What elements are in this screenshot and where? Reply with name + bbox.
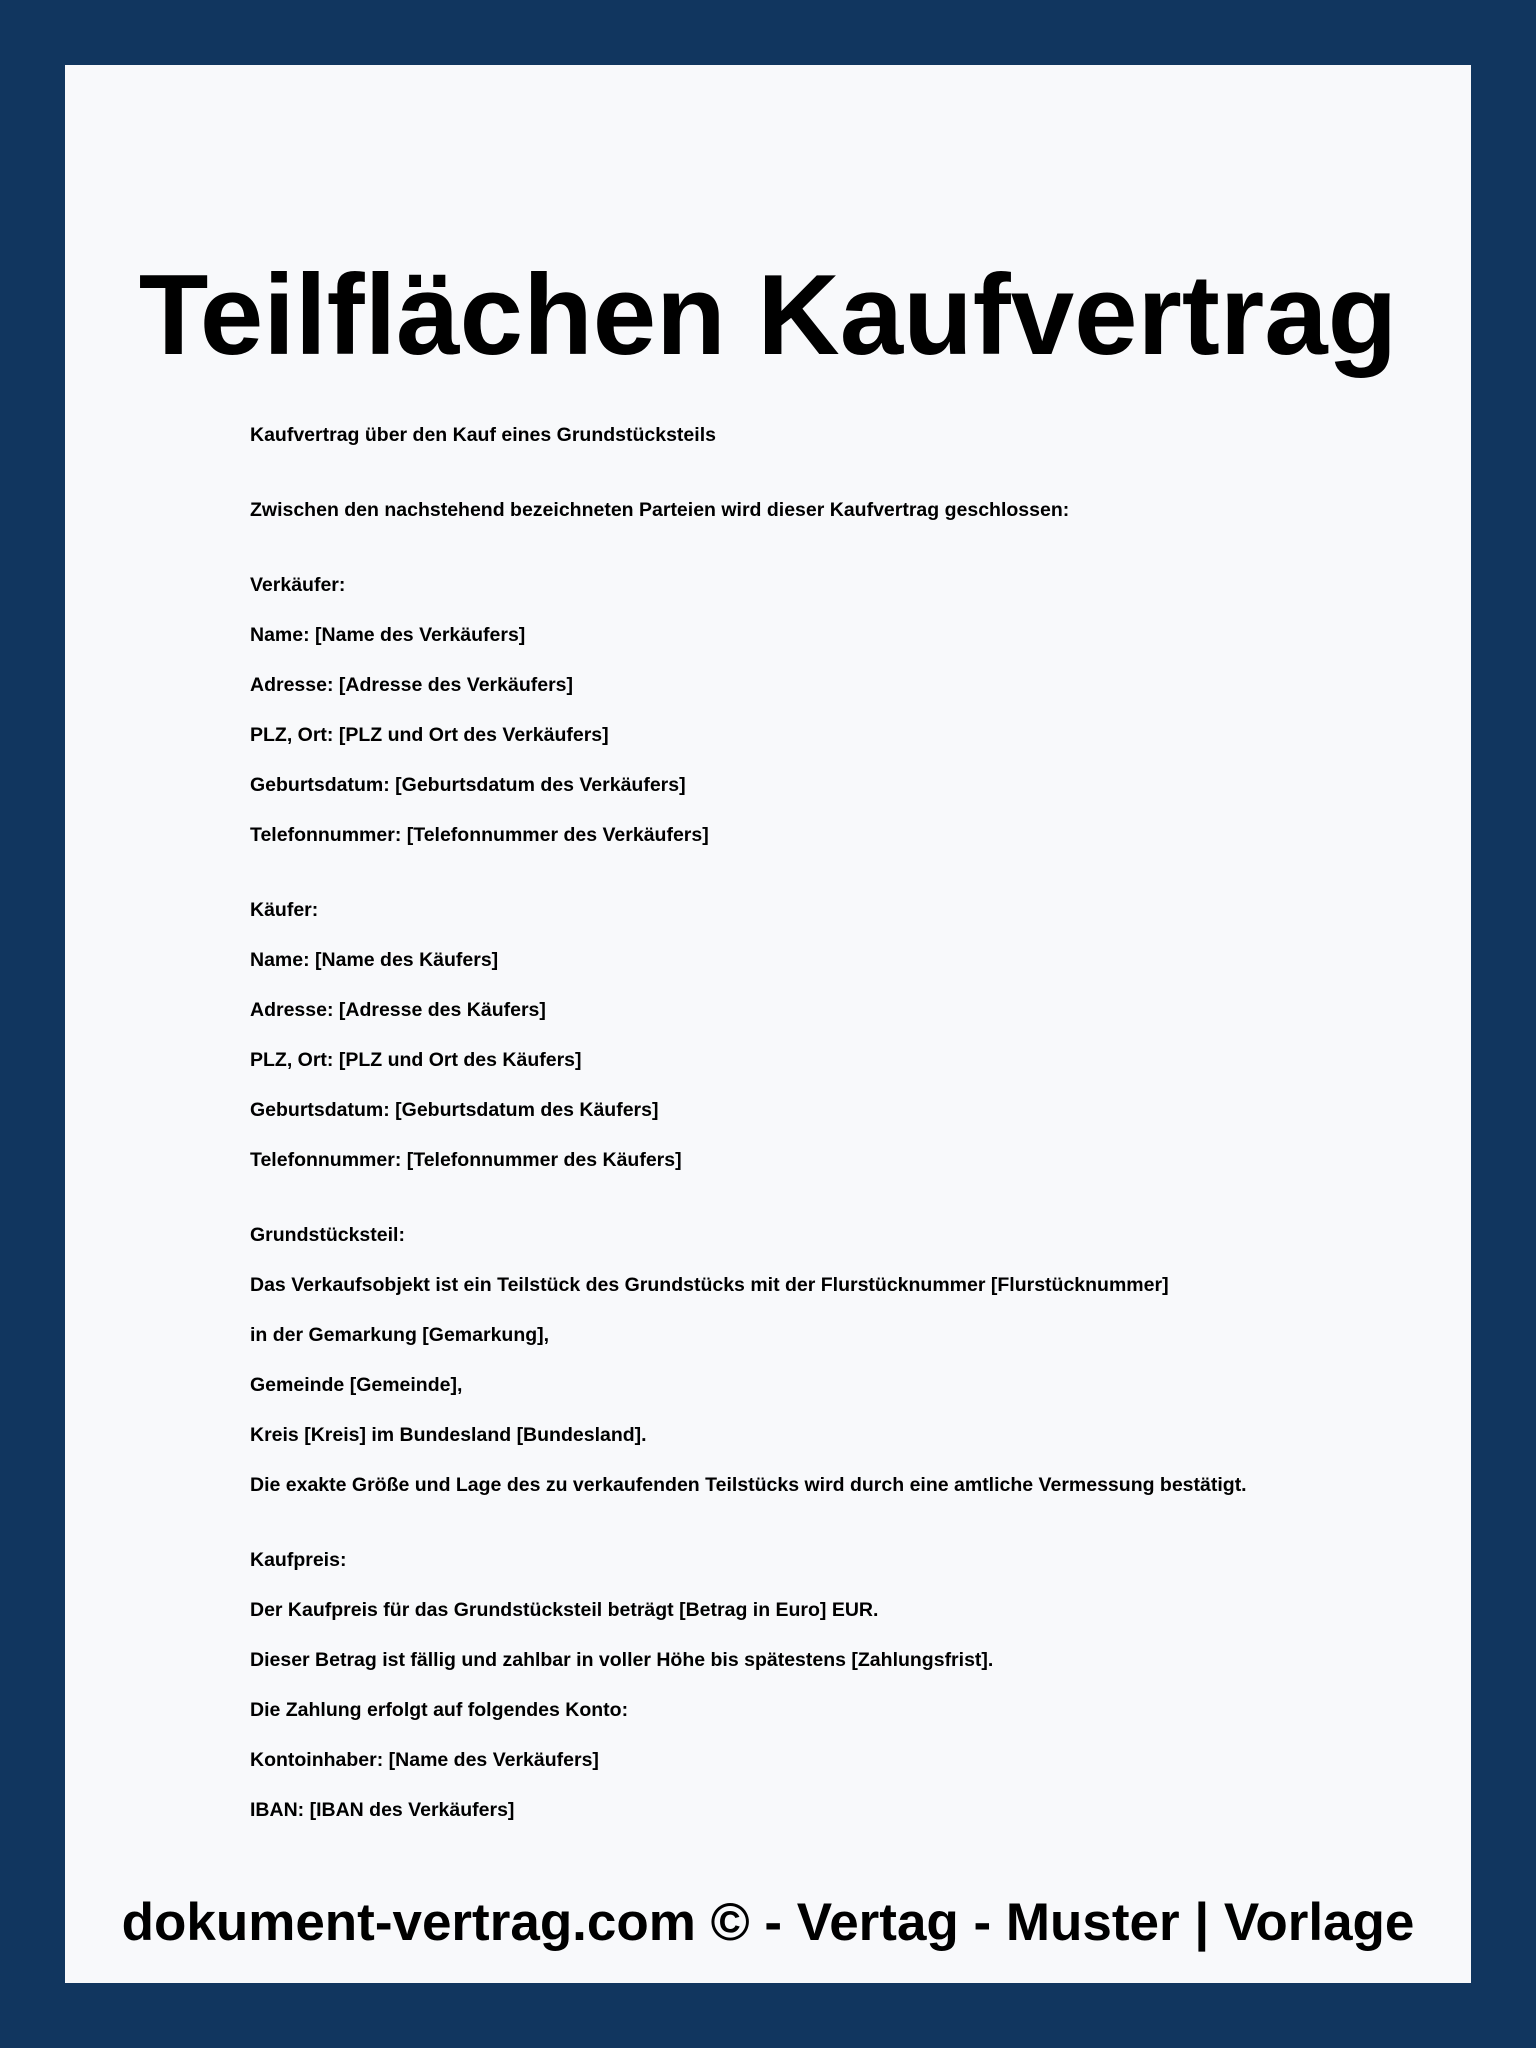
price-heading: Kaufpreis: xyxy=(250,1549,347,1571)
footer-watermark: dokument-vertrag.com © - Vertag - Muster | Vorlage xyxy=(121,1893,1415,1952)
seller-section xyxy=(250,560,1391,860)
document-page xyxy=(65,65,1471,1983)
price-line: IBAN: [IBAN des Verkäufers] xyxy=(250,1799,515,1821)
seller-line: Adresse: [Adresse des Verkäufers] xyxy=(250,674,573,696)
document-body xyxy=(250,410,1391,1835)
property-section xyxy=(250,1210,1391,1510)
property-line: Gemeinde [Gemeinde], xyxy=(250,1374,463,1396)
document-title: Teilflächen Kaufvertrag xyxy=(138,252,1398,379)
property-line: Kreis [Kreis] im Bundesland [Bundesland]. xyxy=(250,1424,647,1446)
buyer-line: Geburtsdatum: [Geburtsdatum des Käufers] xyxy=(250,1099,659,1121)
property-line: in der Gemarkung [Gemarkung], xyxy=(250,1324,550,1346)
property-line: Das Verkaufsobjekt ist ein Teilstück des Grundstücks mit der Flurstücknummer [Flurstücknummer] xyxy=(250,1274,1169,1296)
seller-line: Geburtsdatum: [Geburtsdatum des Verkäufers] xyxy=(250,774,686,796)
property-line: Die exakte Größe und Lage des zu verkaufenden Teilstücks wird durch eine amtliche Vermessung bestätigt. xyxy=(250,1474,1247,1496)
seller-line: Name: [Name des Verkäufers] xyxy=(250,624,526,646)
price-section xyxy=(250,1535,1391,1835)
buyer-line: PLZ, Ort: [PLZ und Ort des Käufers] xyxy=(250,1049,582,1071)
seller-line: Telefonnummer: [Telefonnummer des Verkäufers] xyxy=(250,824,709,846)
price-line: Kontoinhaber: [Name des Verkäufers] xyxy=(250,1749,599,1771)
buyer-section xyxy=(250,885,1391,1185)
buyer-line: Adresse: [Adresse des Käufers] xyxy=(250,999,546,1021)
seller-line: PLZ, Ort: [PLZ und Ort des Verkäufers] xyxy=(250,724,609,746)
intro-heading: Kaufvertrag über den Kauf eines Grundstücksteils xyxy=(250,424,716,446)
buyer-heading: Käufer: xyxy=(250,899,319,921)
price-line: Dieser Betrag ist fällig und zahlbar in voller Höhe bis spätestens [Zahlungsfrist]. xyxy=(250,1649,994,1671)
intro-statement: Zwischen den nachstehend bezeichneten Parteien wird dieser Kaufvertrag geschlossen: xyxy=(250,499,1070,521)
buyer-line: Telefonnummer: [Telefonnummer des Käufers] xyxy=(250,1149,682,1171)
price-line: Die Zahlung erfolgt auf folgendes Konto: xyxy=(250,1699,629,1721)
seller-heading: Verkäufer: xyxy=(250,574,346,596)
property-heading: Grundstücksteil: xyxy=(250,1224,405,1246)
price-line: Der Kaufpreis für das Grundstücksteil beträgt [Betrag in Euro] EUR. xyxy=(250,1599,879,1621)
buyer-line: Name: [Name des Käufers] xyxy=(250,949,499,971)
